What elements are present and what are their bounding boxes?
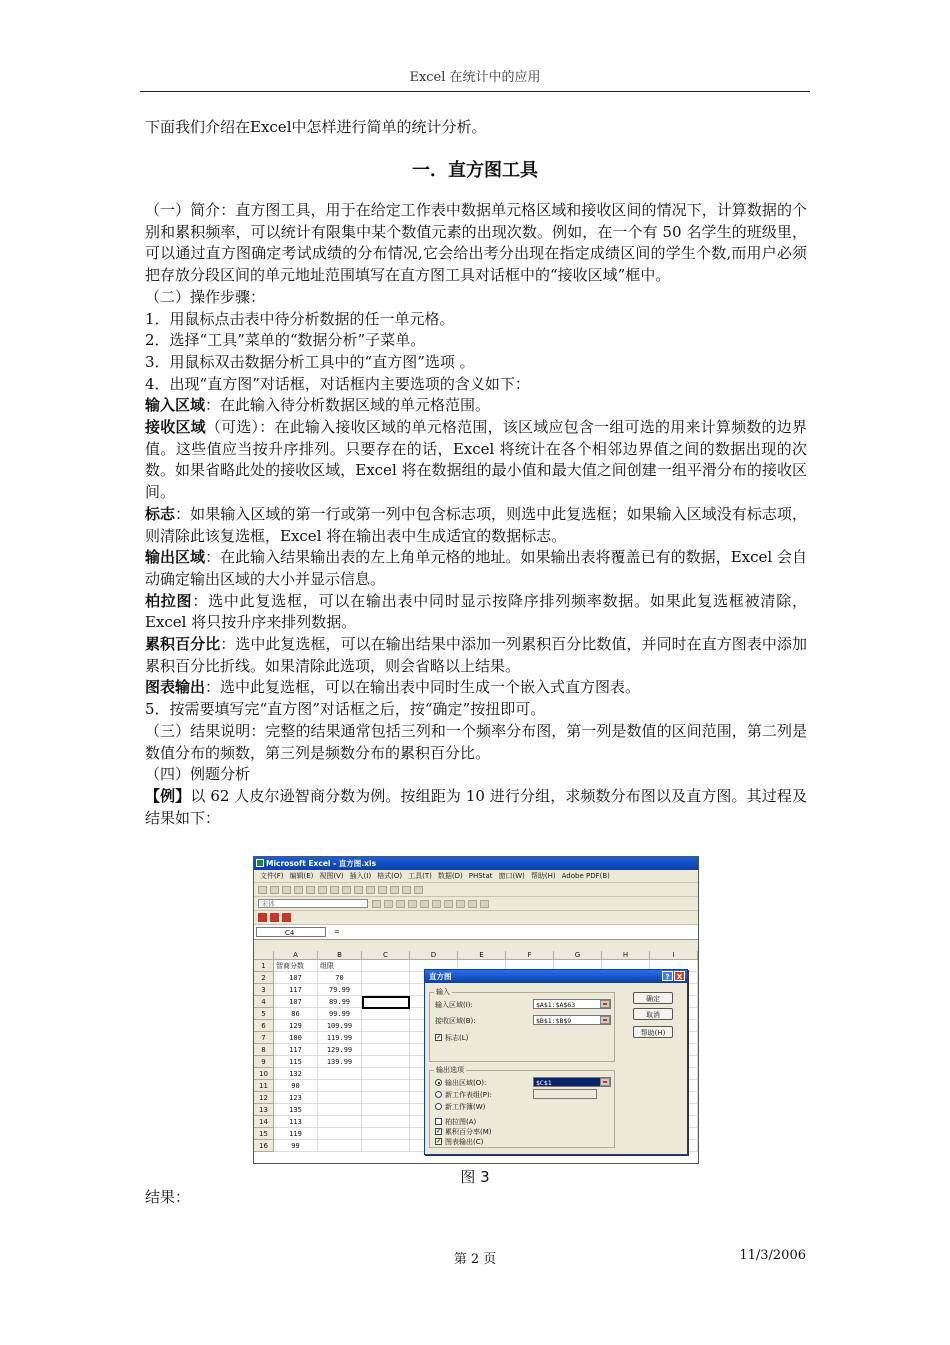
paragraph	[145, 764, 807, 786]
labels-label: 标志(L)	[445, 1034, 469, 1042]
cell[interactable]: 119.99	[318, 1032, 362, 1044]
intro-text: 下面我们介绍在Excel中怎样进行简单的统计分析。	[145, 118, 487, 136]
paragraph-text: 3．用鼠标双击数据分析工具中的“直方图”选项 。	[145, 352, 475, 371]
row-header[interactable]: 16	[254, 1140, 274, 1152]
column-header[interactable]: F	[506, 951, 554, 960]
row-header[interactable]: 6	[254, 1020, 274, 1032]
section-title: 一．直方图工具	[412, 160, 538, 181]
fill-color-icon[interactable]	[468, 900, 477, 908]
paragraph-text: ：选中此复选框，可以在输出表中同时生成一个嵌入式直方图表。	[205, 678, 641, 697]
output-group-label: 输出选项	[436, 1066, 464, 1074]
figure-caption: 图 3	[460, 1168, 490, 1186]
cell[interactable]	[362, 1032, 410, 1044]
pdf-mail-icon[interactable]	[270, 913, 279, 922]
underline-icon[interactable]	[396, 900, 405, 908]
paragraph-term: 柏拉图	[145, 591, 193, 610]
cell[interactable]	[362, 1068, 410, 1080]
align-left-icon[interactable]	[408, 900, 417, 908]
cell[interactable]	[362, 972, 410, 984]
column-header[interactable]: C	[362, 951, 410, 960]
cell[interactable]: 135	[274, 1104, 318, 1116]
paragraph	[145, 352, 807, 374]
excel-standard-toolbar	[254, 883, 698, 897]
cell[interactable]	[318, 1080, 362, 1092]
cell[interactable]	[362, 1140, 410, 1152]
row-header[interactable]: 3	[254, 984, 274, 996]
paragraph-text: 5．按需要填写完“直方图”对话框之后，按“确定”按扭即可。	[145, 700, 546, 719]
cell[interactable]: 智商分数	[274, 960, 318, 972]
row-header[interactable]: 5	[254, 1008, 274, 1020]
paragraph	[145, 721, 807, 764]
excel-window-title: Microsoft Excel - 直方图.xls	[266, 859, 377, 868]
cell[interactable]: 107	[274, 996, 318, 1008]
pdf-icon[interactable]	[258, 913, 267, 922]
cell[interactable]	[362, 1056, 410, 1068]
column-header[interactable]: E	[458, 951, 506, 960]
help-button[interactable]: 帮助(H)	[633, 1026, 673, 1038]
cell[interactable]: 119	[274, 1128, 318, 1140]
cell[interactable]: 70	[318, 972, 362, 984]
new-icon[interactable]	[258, 886, 267, 894]
input-group-label: 输入	[436, 988, 450, 996]
cut-icon[interactable]	[330, 886, 339, 894]
cell[interactable]: 113	[274, 1116, 318, 1128]
cell[interactable]	[362, 1080, 410, 1092]
excel-format-toolbar	[254, 897, 698, 911]
cell[interactable]: 100	[274, 1032, 318, 1044]
cell[interactable]	[362, 1104, 410, 1116]
cell[interactable]	[362, 1128, 410, 1140]
excel-pdf-toolbar	[254, 911, 698, 925]
pareto-checkbox[interactable]	[435, 1118, 442, 1125]
menu-item[interactable]: 数据(D)	[437, 872, 463, 880]
paragraph-text: （二）操作步骤：	[145, 287, 266, 306]
cell[interactable]	[318, 1104, 362, 1116]
menu-item[interactable]: 编辑(E)	[289, 872, 314, 880]
font-color-icon[interactable]	[480, 900, 489, 908]
paragraph	[145, 309, 807, 331]
new-sheet-radio[interactable]	[435, 1091, 442, 1098]
row-header[interactable]: 15	[254, 1128, 274, 1140]
labels-checkbox[interactable]: ✔	[436, 1034, 442, 1041]
row-header[interactable]: 7	[254, 1032, 274, 1044]
row-header[interactable]: 1	[254, 960, 274, 972]
excel-app-icon	[256, 859, 264, 867]
undo-icon[interactable]	[366, 886, 375, 894]
menu-item[interactable]: 文件(F)	[260, 872, 284, 880]
excel-title-bar	[254, 857, 698, 870]
cell[interactable]: 109.99	[318, 1020, 362, 1032]
paragraph	[145, 330, 807, 352]
new-book-label: 新工作簿(W)	[445, 1103, 486, 1111]
input-range-field[interactable]: $A$1:$A$63	[533, 999, 611, 1009]
open-icon[interactable]	[270, 886, 279, 894]
column-header[interactable]: I	[650, 951, 698, 960]
cancel-button[interactable]: 取消	[633, 1008, 673, 1020]
paragraph	[145, 677, 807, 699]
dialog-title: 直方图	[429, 972, 452, 981]
cell[interactable]	[362, 1008, 410, 1020]
menu-item[interactable]: 插入(I)	[349, 872, 372, 880]
paste-icon[interactable]	[354, 886, 363, 894]
save-icon[interactable]	[282, 886, 291, 894]
menu-item[interactable]: 视图(V)	[319, 872, 344, 880]
sum-icon[interactable]	[390, 886, 399, 894]
cell[interactable]: 86	[274, 1008, 318, 1020]
cell[interactable]	[362, 1092, 410, 1104]
paragraph	[145, 417, 807, 504]
output-range-radio[interactable]	[435, 1079, 442, 1086]
row-header[interactable]: 4	[254, 996, 274, 1008]
paragraph-term: 输入区域	[145, 396, 206, 415]
active-cell-c4[interactable]	[362, 996, 410, 1009]
chart-output-checkbox[interactable]: ✔	[436, 1138, 442, 1145]
print-icon[interactable]	[294, 886, 303, 894]
paragraph-text: （三）结果说明：完整的结果通常包括三列和一个频率分布图，第一列是数值的区间范围，第二列是数值分布的频数，第三列是频数分布的累积百分比。	[145, 721, 807, 762]
cell[interactable]: 99.99	[318, 1008, 362, 1020]
paragraph	[145, 547, 807, 590]
cell[interactable]: 132	[274, 1068, 318, 1080]
menu-item[interactable]: Adobe PDF(B)	[561, 872, 610, 880]
result-label: 结果：	[145, 1188, 191, 1206]
ok-button[interactable]: 确定	[633, 992, 673, 1004]
excel-menu-bar	[254, 870, 698, 883]
menu-item[interactable]: 格式(O)	[377, 872, 403, 880]
column-header[interactable]: A	[274, 951, 318, 960]
paragraph-text: （四）例题分析	[145, 765, 251, 784]
excel-screenshot	[253, 856, 699, 1164]
paragraph-text: 4．出现“直方图”对话框，对话框内主要选项的含义如下：	[145, 374, 530, 393]
cell[interactable]	[318, 1140, 362, 1152]
row-header[interactable]: 13	[254, 1104, 274, 1116]
row-header[interactable]: 9	[254, 1056, 274, 1068]
paragraph-term: 输出区域	[145, 548, 206, 567]
menu-item[interactable]: 工具(T)	[408, 872, 432, 880]
percent-icon[interactable]	[456, 900, 465, 908]
align-center-icon[interactable]	[420, 900, 429, 908]
row-header[interactable]: 8	[254, 1044, 274, 1056]
menu-item[interactable]: PHStat	[468, 872, 493, 880]
column-header[interactable]: B	[318, 951, 362, 960]
spell-icon[interactable]	[318, 886, 327, 894]
paragraph-term: 图表输出	[145, 678, 206, 697]
cumulative-label: 累积百分率(M)	[445, 1128, 492, 1136]
dialog-help-icon[interactable]: ?	[662, 971, 673, 981]
cell[interactable]	[318, 1128, 362, 1140]
paragraph	[145, 374, 807, 396]
cell[interactable]	[362, 1044, 410, 1056]
column-header[interactable]: D	[410, 951, 458, 960]
menu-item[interactable]: 窗口(W)	[498, 872, 525, 880]
paragraph	[145, 200, 807, 287]
paragraph-text: ：在此输入结果输出表的左上角单元格的地址。如果输出表将覆盖已有的数据，Excel 会自动确定输出区域的大小并显示信息。	[145, 548, 807, 588]
paragraph	[145, 591, 807, 634]
row-header[interactable]: 11	[254, 1080, 274, 1092]
paragraph-term: 接收区域	[145, 418, 206, 437]
paragraph	[145, 287, 807, 309]
align-right-icon[interactable]	[432, 900, 441, 908]
dialog-close-icon[interactable]: X	[674, 971, 685, 981]
paragraph	[145, 504, 807, 547]
paragraph-text: 2．选择“工具”菜单的“数据分析”子菜单。	[145, 331, 426, 350]
font-name-select[interactable]: 宋体	[258, 899, 368, 908]
cell[interactable]	[362, 1020, 410, 1032]
body-text	[145, 200, 807, 829]
merge-icon[interactable]	[444, 900, 453, 908]
histogram-dialog	[424, 969, 688, 1155]
input-range-collapse-icon[interactable]	[600, 1000, 610, 1008]
cell[interactable]: 115	[274, 1056, 318, 1068]
bold-icon[interactable]	[372, 900, 381, 908]
cell[interactable]: 99	[274, 1140, 318, 1152]
cell[interactable]: 129.99	[318, 1044, 362, 1056]
paragraph-text: ：在此输入待分析数据区域的单元格范围。	[205, 396, 491, 415]
cell[interactable]: 117	[274, 1044, 318, 1056]
column-header[interactable]: G	[554, 951, 602, 960]
bin-range-label: 接收区域(B):	[435, 1017, 476, 1025]
formula-equals-icon: =	[334, 928, 340, 936]
pareto-label: 柏拉图(A)	[445, 1118, 477, 1126]
input-range-label: 输入区域(I):	[435, 1001, 473, 1009]
cell[interactable]: 90	[274, 1080, 318, 1092]
cell[interactable]: 89.99	[318, 996, 362, 1008]
bin-range-field[interactable]: $B$1:$B$9	[533, 1015, 611, 1025]
paragraph-term: 标志	[145, 504, 176, 523]
cell[interactable]	[362, 1116, 410, 1128]
preview-icon[interactable]	[306, 886, 315, 894]
cell[interactable]	[318, 1092, 362, 1104]
paragraph	[145, 634, 807, 677]
paragraph-text: ：选中此复选框，可以在输出表中同时显示按降序排列频率数据。如果此复选框被清除，Excel 将只按升序来排列数据。	[145, 591, 807, 632]
menu-item[interactable]: 帮助(H)	[530, 872, 556, 880]
row-header[interactable]: 12	[254, 1092, 274, 1104]
output-range-label: 输出区域(O):	[445, 1079, 487, 1087]
paragraph-text: （可选）：在此输入接收区域的单元格范围，该区域应包含一组可选的用来计算频数的边界值。这些值应当按升序排列。只要存在的话，Excel 将统计在各个相邻边界值之间的数据出现的次数。如果省略此处的接收区域，Excel 将在数据组的最小值和最大值之间创建一组平滑分布的接收区间。	[145, 418, 807, 502]
footer-date: 11/3/2006	[739, 1248, 806, 1263]
paragraph	[145, 395, 807, 417]
sort-icon[interactable]	[402, 886, 411, 894]
paragraph-text: （一）简介：直方图工具，用于在给定工作表中数据单元格区域和接收区间的情况下，计算数据的个别和累积频率，可以统计有限集中某个数值元素的出现次数。例如，在一个有 50 名学生的班级里，可以通过直方图确定考试成绩的分布情况,它会给出考分出现在指定成绩区间的学生个数,而用户必须把存放分段区间的单元地址范围填写在直方图工具对话框中的“接收区域”框中。	[145, 201, 807, 285]
cumulative-checkbox[interactable]: ✔	[436, 1128, 442, 1135]
italic-icon[interactable]	[384, 900, 393, 908]
cell[interactable]: 117	[274, 984, 318, 996]
cell[interactable]: 79.99	[318, 984, 362, 996]
column-header[interactable]: H	[602, 951, 650, 960]
excel-formula-bar	[254, 925, 698, 940]
output-range-collapse-icon[interactable]	[600, 1078, 610, 1086]
paragraph-text: 1．用鼠标点击表中待分析数据的任一单元格。	[145, 309, 455, 328]
redo-icon[interactable]	[378, 886, 387, 894]
row-header[interactable]: 10	[254, 1068, 274, 1080]
new-sheet-label: 新工作表组(P):	[445, 1091, 493, 1099]
cell[interactable]: 139.99	[318, 1056, 362, 1068]
cell[interactable]: 组限	[318, 960, 362, 972]
paragraph-text: ：选中此复选框，可以在输出结果中添加一列累积百分比数值，并同时在直方图表中添加累积百分比折线。如果清除此选项，则会省略以上结果。	[145, 635, 807, 675]
output-range-field[interactable]: $C$1	[533, 1077, 611, 1087]
cell[interactable]	[362, 960, 410, 972]
paragraph	[145, 786, 807, 829]
page-header: Excel 在统计中的应用	[140, 66, 810, 92]
name-box[interactable]: C4	[256, 927, 326, 937]
cell[interactable]	[318, 1068, 362, 1080]
row-header[interactable]: 14	[254, 1116, 274, 1128]
chart-icon[interactable]	[414, 886, 423, 894]
select-all-corner[interactable]	[254, 951, 274, 960]
cell[interactable]: 123	[274, 1092, 318, 1104]
chart-output-label: 图表输出(C)	[445, 1138, 484, 1146]
cell[interactable]: 107	[274, 972, 318, 984]
copy-icon[interactable]	[342, 886, 351, 894]
dialog-title-bar	[425, 970, 687, 983]
cell[interactable]: 129	[274, 1020, 318, 1032]
cell[interactable]	[362, 984, 410, 996]
bin-range-collapse-icon[interactable]	[600, 1016, 610, 1024]
paragraph-text: ：如果输入区域的第一行或第一列中包含标志项，则选中此复选框；如果输入区域没有标志项，则清除此该复选框，Excel 将在输出表中生成适宜的数据标志。	[145, 504, 807, 545]
paragraph-term: 累积百分比	[145, 635, 221, 654]
paragraph	[145, 699, 807, 721]
cell[interactable]	[318, 1116, 362, 1128]
paragraph-term: 【例】	[145, 786, 191, 805]
row-header[interactable]: 2	[254, 972, 274, 984]
new-book-radio[interactable]	[435, 1103, 442, 1110]
paragraph-text: 以 62 人皮尔逊智商分数为例。按组距为 10 进行分组，求频数分布图以及直方图。其过程及结果如下：	[145, 786, 807, 827]
pdf-review-icon[interactable]	[282, 913, 291, 922]
new-sheet-field[interactable]	[533, 1089, 597, 1099]
footer-page-number: 第 2 页	[453, 1252, 497, 1267]
